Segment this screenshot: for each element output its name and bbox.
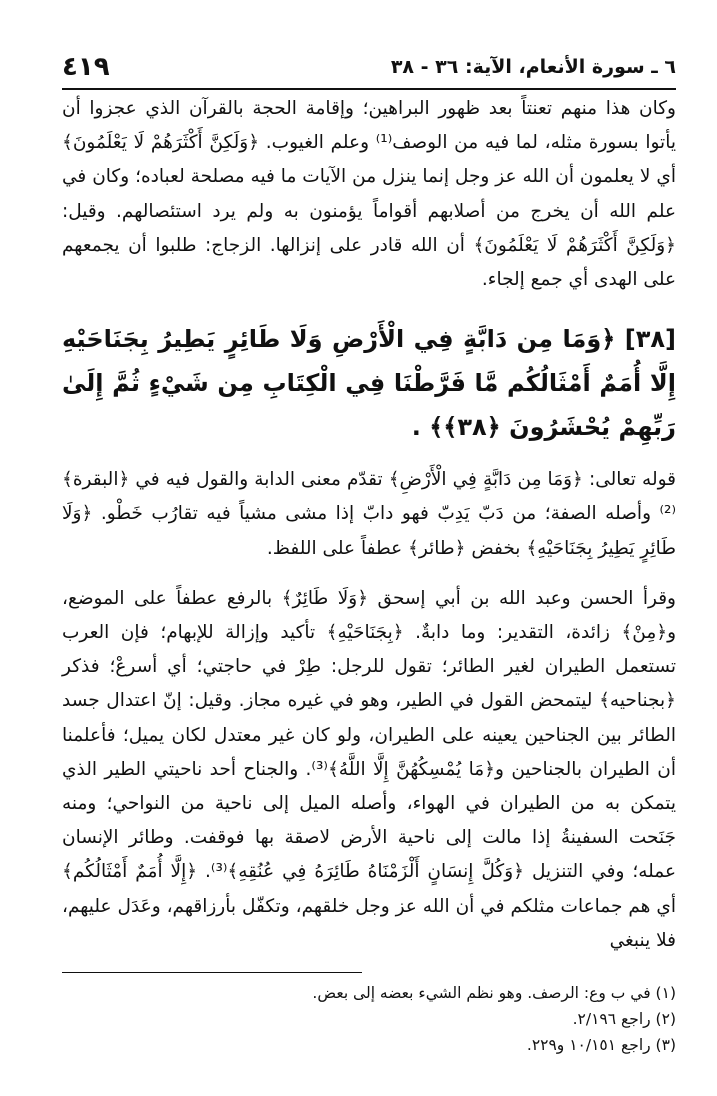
book-page: [62, 44, 676, 1074]
paragraph-commentary-3: وقرأ الحسن وعبد الله بن أبي إسحق ﴿وَلَا طَائِرٌ﴾ بالرفع عطفاً على الموضع، و﴿مِنْ﴾ زائدة، التقدير: وما دابةٌ. ﴿بِجَنَاحَيْهِ﴾ تأكيد وإزالة للإبهام؛ فإن العرب تستعمل الطيران لغير الطائر؛ تقول للرجل: طِرْ في حاجتي؛ أي أسرعْ؛ فذكر ﴿بجناحيه﴾ ليتمحض القول في الطير، وهو في غيره مجاز. وقيل: إنّ اعتدال جسد الطائر بين الجناحين يعينه على الطيران، ولو كان غير معتدل لكان يميل؛ فأعلمنا أن الطيران بالجناحين و﴿مَا يُمْسِكُهُنَّ إِلَّا اللَّهُ﴾⁽³⁾. والجناح أحد ناحيتي الطير الذي يتمكن به من الطيران في الهواء، وأصله الميل إلى ناحية من النواحي؛ ومنه جَنَحت السفينةُ إذا مالت إلى ناحية الأرض لاصقة بها فوقفت. وطائر الإنسان عمله؛ وفي التنزيل ﴿وَكُلَّ إِنسَانٍ أَلْزَمْنَاهُ طَائِرَهُ فِي عُنُقِهِ﴾⁽³⁾. ﴿إِلَّا أُمَمٌ أَمْثَالُكُم﴾ أي هم جماعات مثلكم في أن الله عز وجل خلقهم، وتكفّل بأرزاقهم، وعَدَل عليهم، فلا ينبغي: [62, 587, 677, 951]
footnote-1: (١) في ب وع: الرصف. وهو نظم الشيء بعضه إلى بعض.: [312, 984, 676, 1002]
verse-number: [٣٨]: [624, 325, 676, 354]
page-body: [62, 92, 676, 958]
footnote-2: (٢) راجع ٢/١٩٦.: [572, 1010, 676, 1028]
paragraph-commentary-1: وكان هذا منهم تعنتاً بعد ظهور البراهين؛ وإقامة الحجة بالقرآن الذي عجزوا أن يأتوا بسورة مثله، لما فيه من الوصف⁽¹⁾ وعلم الغيوب. ﴿وَلَكِنَّ أَكْثَرَهُمْ لَا يَعْلَمُونَ﴾ أي لا يعلمون أن الله عز وجل إنما ينزل من الآيات ما فيه مصلحة لعباده؛ وكان في علم الله أن يخرج من أصلابهم أقواماً يؤمنون به ولم يرد استئصالهم. وقيل: ﴿وَلَكِنَّ أَكْثَرَهُمْ لَا يَعْلَمُونَ﴾ أن الله قادر على إنزالها. الزجاج: طلبوا أن يجمعهم على الهدى أي جمع إلجاء.: [62, 98, 676, 291]
running-title: ٦ ـ سورة الأنعام، الآية: ٣٦ - ٣٨: [390, 56, 676, 78]
footnote-3: (٣) راجع ١٠/١٥١ و٢٢٩.: [526, 1036, 676, 1054]
page-number: ٤١٩: [62, 52, 110, 82]
page-header: [62, 44, 676, 90]
paragraph-commentary-2: قوله تعالى: ﴿وَمَا مِن دَابَّةٍ فِي الْأَرْضِ﴾ تقدّم معنى الدابة والقول فيه في ﴿البقرة﴾⁽²⁾ وأصله الصفة؛ من دَبّ يَدِبّ فهو دابّ إذا مشى مشياً فيه تقارُب خَطْو. ﴿وَلَا طَائِرٍ يَطِيرُ بِجَنَاحَيْهِ﴾ بخفض ﴿طائر﴾ عطفاً على اللفظ.: [62, 469, 676, 559]
footnotes: [62, 980, 676, 1058]
footnote-divider: [62, 972, 362, 973]
verse-text: ﴿وَمَا مِن دَابَّةٍ فِي الْأَرْضِ وَلَا طَائِرٍ يَطِيرُ بِجَنَاحَيْهِ إِلَّا أُمَمٌ أَمْثَالُكُم مَّا فَرَّطْنَا فِي الْكِتَابِ مِن شَيْءٍ ثُمَّ إِلَىٰ رَبِّهِمْ يُحْشَرُونَ ﴿٣٨﴾﴾ .: [62, 325, 676, 442]
quran-verse-block: [62, 317, 676, 449]
